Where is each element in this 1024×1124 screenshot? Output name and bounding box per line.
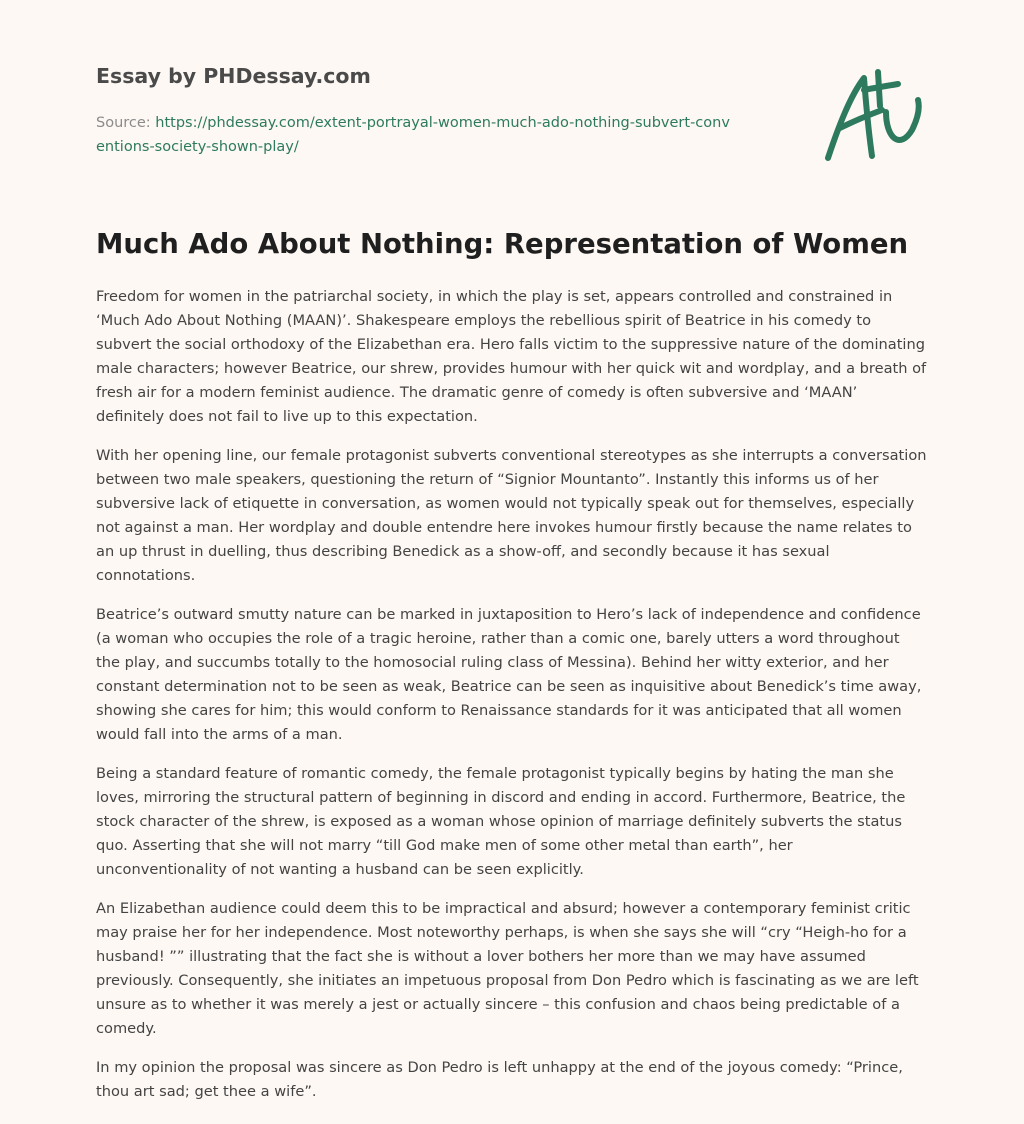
source-label: Source: [96, 115, 156, 131]
essay-paragraph: An Elizabethan audience could deem this to be impractical and absurd; however a contemporary feminist critic may praise her for her independence. Most noteworthy perhaps, is when she says she will “cry “Heigh-ho for a husband! ”” illustrating that the fact she is without a lover bothers her more than we may have assumed previously. Consequently, she initiates an impetuous proposal from Don Pedro which is fascinating as we are left unsure as to whether it was merely a jest or actually sincere – this confusion and chaos being predictable of a comedy. [96, 900, 919, 1037]
essay-body [96, 285, 928, 1119]
essay-paragraph: With her opening line, our female protagonist subverts conventional stereotypes as she interrupts a conversation between two male speakers, questioning the return of “Signior Mountanto”. Instantly this informs us of her subversive lack of etiquette in conversation, as women would not typically speak out for themselves, especially not against a man. Her wordplay and double entendre here invokes humour firstly because the name relates to an up thrust in duelling, thus describing Benedick as a show-off, and secondly because it has sexual connotations. [96, 447, 927, 584]
source-link[interactable]: https://phdessay.com/extent-portrayal-women-much-ado-nothing-subvert-conventions-society-shown-play/ [96, 115, 730, 155]
essay-paragraph: Being a standard feature of romantic comedy, the female protagonist typically begins by hating the man she loves, mirroring the structural pattern of beginning in discord and ending in accord. Furthermore, Beatrice, the stock character of the shrew, is exposed as a woman whose opinion of marriage definitely subverts the status quo. Asserting that she will not marry “till God make men of some other metal than earth”, her unconventionality of not wanting a husband can be seen explicitly. [96, 765, 906, 878]
essay-paragraph: In my opinion the proposal was sincere as Don Pedro is left unhappy at the end of the joyous comedy: “Prince, thou art sad; get thee a wife”. [96, 1059, 903, 1100]
a-plus-logo-icon [824, 66, 932, 166]
site-title: Essay by PHDessay.com [96, 64, 371, 88]
essay-paragraph: Beatrice’s outward smutty nature can be marked in juxtaposition to Hero’s lack of independence and confidence (a woman who occupies the role of a tragic heroine, rather than a comic one, barely utters a word throughout the play, and succumbs totally to the homosocial ruling class of Messina). Behind her witty exterior, and her constant determination not to be seen as weak, Beatrice can be seen as inquisitive about Benedick’s time away, showing she cares for him; this would conform to Renaissance standards for it was anticipated that all women would fall into the arms of a man. [96, 606, 922, 743]
essay-paragraph: Freedom for women in the patriarchal society, in which the play is set, appears controlled and constrained in ‘Much Ado About Nothing (MAAN)’. Shakespeare employs the rebellious spirit of Beatrice in his comedy to subvert the social orthodoxy of the Elizabethan era. Hero falls victim to the suppressive nature of the dominating male characters; however Beatrice, our shrew, provides humour with her quick wit and wordplay, and a breath of fresh air for a modern feminist audience. The dramatic genre of comedy is often subversive and ‘MAAN’ definitely does not fail to live up to this expectation. [96, 288, 927, 425]
source-line [96, 111, 736, 159]
essay-title: Much Ado About Nothing: Representation of Women [96, 228, 909, 260]
